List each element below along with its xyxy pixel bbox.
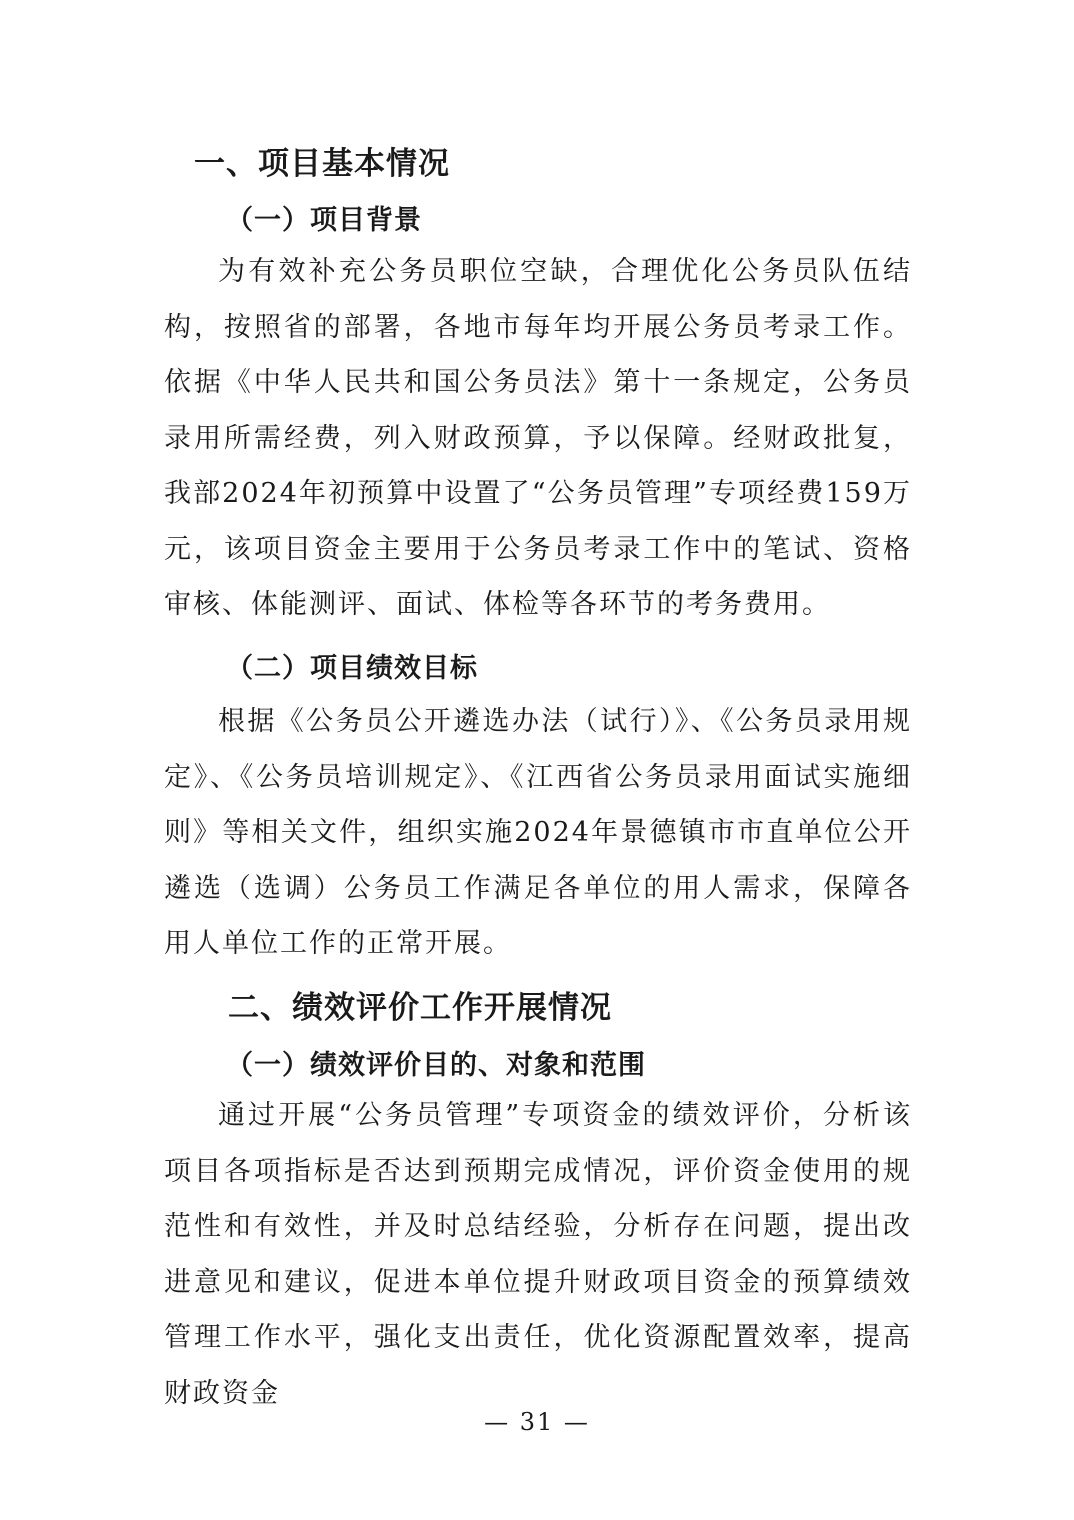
paragraph-performance-goals: 根据《公务员公开遴选办法（试行）》、《公务员录用规定》、《公务员培训规定》、《江西省公务员录用面试实施细则》等相关文件，组织实施2024年景德镇市市直单位公开遴选（选调）公务员工作满足各单位的用人需求，保障各用人单位工作的正常开展。 <box>164 706 912 959</box>
paragraph-evaluation-purpose: 通过开展“公务员管理”专项资金的绩效评价，分析该项目各项指标是否达到预期完成情况，评价资金使用的规范性和有效性，并及时总结经验，分析存在问题，提出改进意见和建议，促进本单位提升财政项目资金的预算绩效管理工作水平，强化支出责任，优化资源配置效率，提高财政资金 <box>164 1100 912 1409</box>
subsection-heading-evaluation-purpose: （一）绩效评价目的、对象和范围 <box>226 1050 646 1081</box>
paragraph-project-background: 为有效补充公务员职位空缺，合理优化公务员队伍结构，按照省的部署，各地市每年均开展公务员考录工作。依据《中华人民共和国公务员法》第十一条规定，公务员录用所需经费，列入财政预算，予以保障。经财政批复，我部2024年初预算中设置了“公务员管理”专项经费159万元，该项目资金主要用于公务员考录工作中的笔试、资格审核、体能测评、面试、体检等各环节的考务费用。 <box>164 256 912 620</box>
subsection-heading-project-background: （一）项目背景 <box>226 205 422 236</box>
subsection-heading-performance-goals: （二）项目绩效目标 <box>226 653 478 684</box>
page-number: — 31 — <box>484 1408 590 1436</box>
section-heading-project-basics: 一、项目基本情况 <box>194 146 450 182</box>
section-heading-evaluation-work: 二、绩效评价工作开展情况 <box>228 990 612 1026</box>
